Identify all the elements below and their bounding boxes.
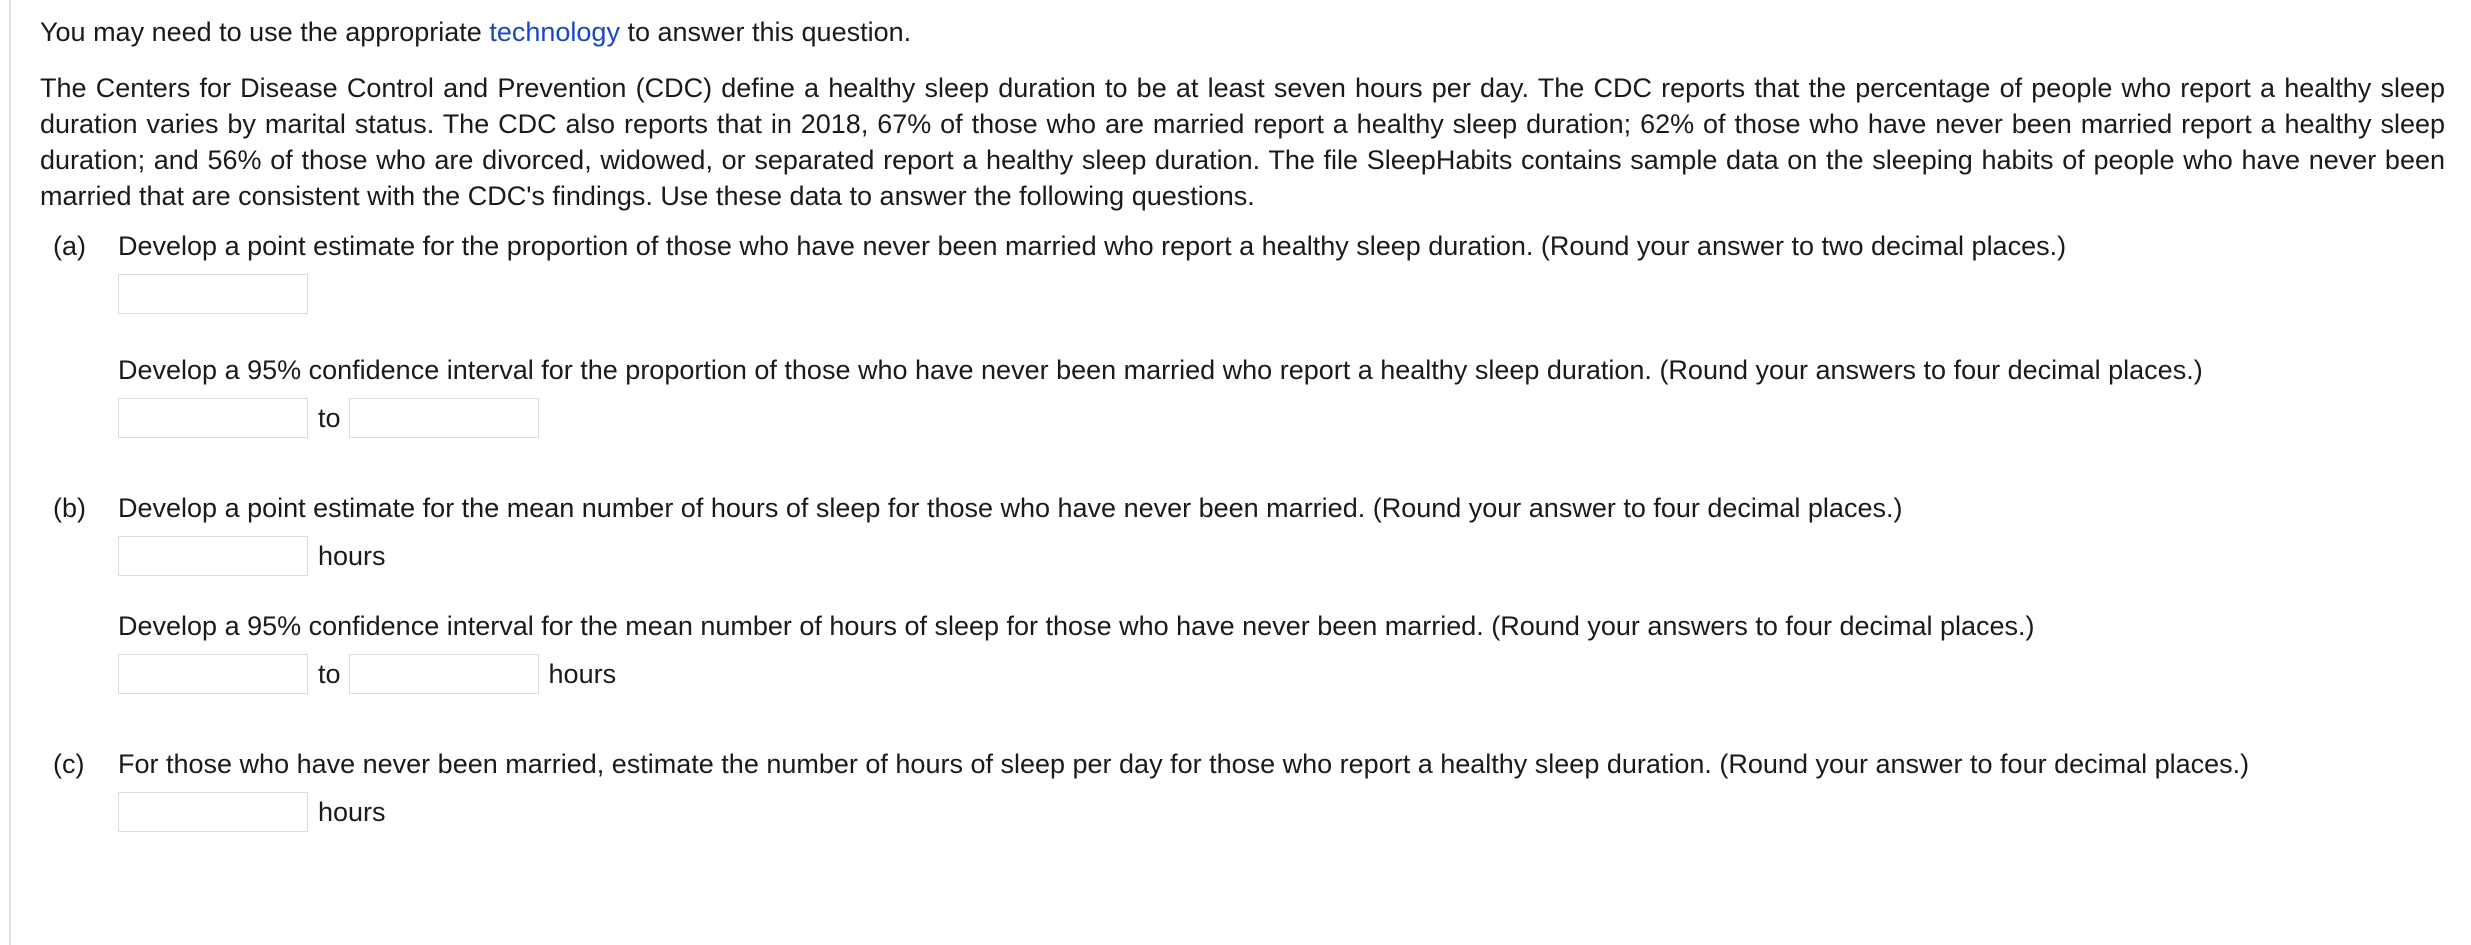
part-a-ci-upper-input[interactable] bbox=[349, 398, 539, 438]
part-b-question-2: Develop a 95% confidence interval for the mean number of hours of sleep for those who have never been married. (Round your answers to four decimal places.) bbox=[118, 611, 2035, 641]
part-b-answer-row-1 bbox=[118, 534, 2445, 578]
part-b-to-label: to bbox=[318, 659, 341, 689]
intro-suffix: to answer this question. bbox=[627, 17, 912, 47]
part-b-label: (b) bbox=[53, 493, 86, 523]
part-a-answer-row-2 bbox=[118, 396, 2445, 440]
part-c-label: (c) bbox=[53, 749, 85, 779]
part-b-answer-row-2 bbox=[118, 652, 2445, 696]
question-content bbox=[40, 14, 2445, 834]
scenario-text: The Centers for Disease Control and Prevention (CDC) define a healthy sleep duration to be at least seven hours per day. The CDC reports that the percentage of people who report a healthy sleep duration varies by marital status. The CDC also reports that in 2018, 67% of those who are married report a healthy sleep duration; 62% of those who have never been married report a healthy sleep duration; and 56% of those who are divorced, widowed, or separated report a healthy sleep duration. The file SleepHabits contains sample data on the sleeping habits of people who have never been married that are consistent with the CDC's findings. Use these data to answer the following questions. bbox=[40, 73, 2445, 211]
part-b-question-1: Develop a point estimate for the mean number of hours of sleep for those who have never been married. (Round your answer to four decimal places.) bbox=[118, 493, 1903, 523]
part-b-hours-unit-1: hours bbox=[318, 541, 386, 571]
part-a bbox=[40, 228, 2445, 440]
part-b bbox=[40, 490, 2445, 696]
technology-note bbox=[40, 14, 2445, 54]
part-a-to-label: to bbox=[318, 403, 341, 433]
part-c-answer-row-1 bbox=[118, 790, 2445, 834]
part-b-ci-upper-input[interactable] bbox=[349, 654, 539, 694]
part-b-point-estimate-input[interactable] bbox=[118, 536, 308, 576]
part-c bbox=[40, 746, 2445, 834]
part-c-hours-unit: hours bbox=[318, 797, 386, 827]
part-a-point-estimate-input[interactable] bbox=[118, 274, 308, 314]
part-a-label: (a) bbox=[53, 231, 86, 261]
left-border bbox=[9, 0, 11, 945]
part-a-question-2: Develop a 95% confidence interval for the proportion of those who have never been married who report a healthy sleep duration. (Round your answers to four decimal places.) bbox=[118, 355, 2203, 385]
part-a-answer-row-1 bbox=[118, 272, 2445, 316]
part-c-question-1: For those who have never been married, estimate the number of hours of sleep per day for those who report a healthy sleep duration. (Round your answer to four decimal places.) bbox=[118, 749, 2250, 779]
intro-prefix: You may need to use the appropriate bbox=[40, 17, 482, 47]
part-c-hours-estimate-input[interactable] bbox=[118, 792, 308, 832]
part-a-question-1: Develop a point estimate for the proportion of those who have never been married who report a healthy sleep duration. (Round your answer to two decimal places.) bbox=[118, 231, 2067, 261]
part-a-ci-lower-input[interactable] bbox=[118, 398, 308, 438]
part-b-hours-unit-2: hours bbox=[548, 659, 617, 689]
part-b-ci-lower-input[interactable] bbox=[118, 654, 308, 694]
technology-link[interactable]: technology bbox=[489, 17, 620, 47]
